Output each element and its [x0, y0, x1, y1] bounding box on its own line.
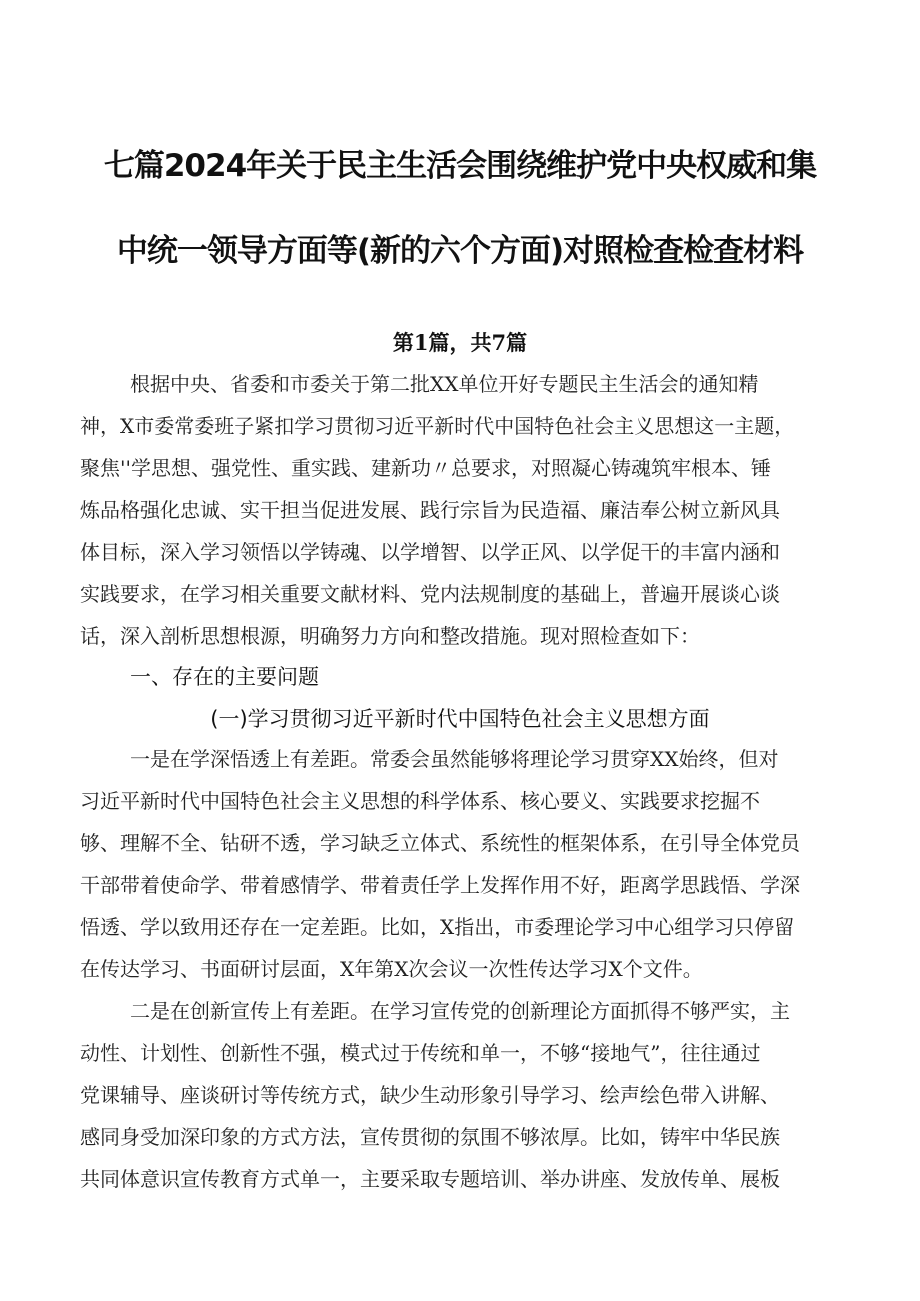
body-line: 感同身受加深印象的方式方法，宣传贯彻的氛围不够浓厚。比如，铸牢中华民族 — [80, 1125, 780, 1149]
body-line: 在传达学习、书面研讨层面，X年第X次会议一次性传达学习X个文件。 — [80, 957, 703, 981]
intro-line: 炼品格强化忠诚、实干担当促进发展、践行宗旨为民造福、廉洁奉公树立新风具 — [80, 498, 780, 522]
body-line: 一是在学深悟透上有差距。常委会虽然能够将理论学习贯穿XX始终，但对 — [130, 747, 779, 771]
intro-line: 神，X市委常委班子紧扣学习贯彻习近平新时代中国特色社会主义思想这一主题， — [80, 414, 795, 438]
intro-line: 根据中央、省委和市委关于第二批XX单位开好专题民主生活会的通知精 — [130, 372, 759, 396]
body-line: 党课辅导、座谈研讨等传统方式，缺少生动形象引导学习、绘声绘色带入讲解、 — [80, 1083, 780, 1107]
intro-line: 聚焦''学思想、强党性、重实践、建新功〃总要求，对照凝心铸魂筑牢根本、锤 — [80, 456, 771, 480]
intro-line: 话，深入剖析思想根源，明确努力方向和整改措施。现对照检查如下： — [80, 624, 700, 648]
intro-line: 体目标，深入学习领悟以学铸魂、以学增智、以学正风、以学促干的丰富内涵和 — [80, 540, 780, 564]
body-line: 干部带着使命学、带着感情学、带着责任学上发挥作用不好，距离学思践悟、学深 — [80, 873, 800, 897]
body-line: 悟透、学以致用还存在一定差距。比如，X指出，市委理论学习中心组学习只停留 — [80, 915, 795, 939]
part-indicator: 第1篇，共7篇 — [392, 330, 528, 355]
document-title-line-1: 七篇2024年关于民主生活会围绕维护党中央权威和集 — [103, 148, 817, 184]
document-title-line-2: 中统一领导方面等(新的六个方面)对照检查检查材料 — [116, 233, 804, 269]
intro-line: 实践要求，在学习相关重要文献材料、党内法规制度的基础上，普遍开展谈心谈 — [80, 582, 780, 606]
subsection-heading: (一)学习贯彻习近平新时代中国特色社会主义思想方面 — [210, 707, 710, 731]
body-line: 共同体意识宣传教育方式单一，主要采取专题培训、举办讲座、发放传单、展板 — [80, 1167, 780, 1191]
body-line: 习近平新时代中国特色社会主义思想的科学体系、核心要义、实践要求挖掘不 — [80, 789, 760, 813]
body-line: 二是在创新宣传上有差距。在学习宣传党的创新理论方面抓得不够严实，主 — [130, 999, 790, 1023]
body-line: 动性、计划性、创新性不强，模式过于传统和单一，不够“接地气”，往往通过 — [80, 1041, 761, 1065]
section-heading: 一、存在的主要问题 — [130, 665, 319, 689]
body-line: 够、理解不全、钻研不透，学习缺乏立体式、系统性的框架体系，在引导全体党员 — [80, 831, 800, 855]
